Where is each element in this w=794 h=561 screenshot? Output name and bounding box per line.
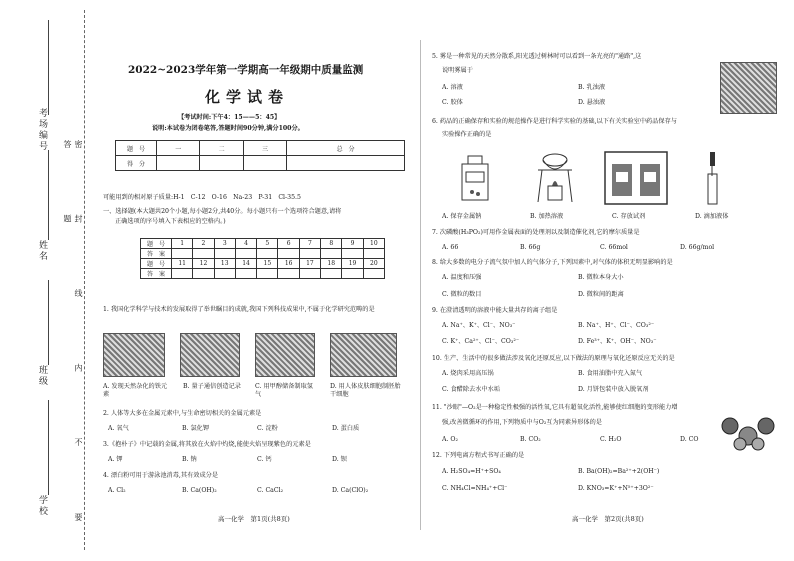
q7-option-d[interactable]: D. 66g/mol — [680, 244, 715, 251]
class-label: 班级 — [37, 365, 47, 387]
dropper-tube-icon — [708, 152, 717, 204]
question-6-line2: 实验操作正确的是 — [442, 131, 492, 138]
question-number: 1 — [172, 239, 193, 249]
question-number: 9 — [342, 239, 363, 249]
q3-option-c[interactable]: C. 钙 — [257, 456, 272, 463]
answer-cell[interactable] — [299, 249, 320, 259]
q1-photo-c — [255, 333, 315, 377]
question-12: 12. 下列电离方程式书写正确的是 — [432, 452, 525, 459]
answer-cell[interactable] — [321, 249, 342, 259]
exam-number-label: 考场编号 — [37, 108, 47, 152]
answer-row-label: 题 号 — [141, 259, 172, 269]
answer-cell[interactable] — [235, 269, 256, 279]
answer-table — [140, 238, 385, 279]
question-number: 10 — [363, 239, 384, 249]
q3-option-a[interactable]: A. 钾 — [108, 456, 123, 463]
question-10: 10. 生产、生活中的很多做法涉及氧化还原反应,以下做法的原理与氧化还原反应无关的是 — [432, 355, 675, 362]
q5-option-a[interactable]: A. 溶液 — [442, 84, 463, 91]
answer-cell[interactable] — [342, 269, 363, 279]
q1-option-b[interactable]: B. 量子通信创造记录 — [183, 383, 241, 390]
exam-time: 【考试时间:下午4：15——5：45】 — [178, 114, 281, 121]
q8-option-a[interactable]: A. 温度和压强 — [442, 274, 482, 281]
answer-cell[interactable] — [214, 249, 235, 259]
atomic-masses: 可能用到的相对原子质量:H-1 C-12 O-16 Na-23 P-31 Cl-35.5 — [103, 194, 301, 201]
page-divider — [420, 40, 421, 530]
answer-row-label: 答 案 — [141, 249, 172, 259]
subject-title: 化学试卷 — [205, 88, 290, 106]
question-4: 4. 漂白粉可用于游泳池消毒,其有效成分是 — [103, 472, 219, 479]
q12-option-d[interactable]: D. KNO₃=K⁺+N⁵⁺+3O²⁻ — [578, 485, 654, 492]
binding-line — [48, 400, 49, 495]
q12-option-b[interactable]: B. Ba(OH)₂=Ba²⁺+2(OH⁻) — [578, 468, 660, 475]
score-header: 总 分 — [287, 141, 405, 156]
score-header: 一 — [157, 141, 200, 156]
q10-option-a[interactable]: A. 烧肉采用高压锅 — [442, 370, 494, 377]
answer-cell[interactable] — [214, 269, 235, 279]
q6-option-c[interactable]: C. 存放试剂 — [612, 213, 646, 220]
question-number: 14 — [235, 259, 256, 269]
answer-row-label: 题 号 — [141, 239, 172, 249]
q3-option-b[interactable]: B. 钠 — [182, 456, 197, 463]
answer-cell[interactable] — [172, 249, 193, 259]
question-number: 17 — [299, 259, 320, 269]
exam-title: 2022~2023学年第一学期高一年级期中质量监测 — [128, 64, 364, 76]
question-11: 11. "沙眼"—O₂是一种稳定性极强的活性氧,它具有超氧化活性,能够使红细胞的变形能力增 — [432, 404, 678, 411]
q12-option-c[interactable]: C. NH₄Cl=NH₄⁺+Cl⁻ — [442, 485, 508, 492]
answer-cell[interactable] — [342, 249, 363, 259]
question-number: 5 — [257, 239, 278, 249]
question-number: 16 — [278, 259, 299, 269]
score-cell[interactable] — [243, 156, 286, 171]
answer-cell[interactable] — [278, 249, 299, 259]
exam-note: 说明:本试卷为闭卷笔答,答题时间90分钟,满分100分。 — [152, 125, 304, 132]
page-footer-left: 高一化学 第1页(共8页) — [218, 515, 290, 523]
question-number: 2 — [193, 239, 214, 249]
section1-line2: 正确选项的序号填入下表相应的空格内。) — [115, 218, 226, 225]
binding-line — [48, 150, 49, 240]
score-header: 三 — [243, 141, 286, 156]
question-6: 6. 药品的正确保存和实验的规范操作是进行科学实验的基础,以下有关实验室中药品保存与 — [432, 118, 677, 125]
q11-option-a[interactable]: A. O₂ — [442, 436, 458, 443]
q4-option-a[interactable]: A. Cl₂ — [108, 487, 126, 494]
q8-option-c[interactable]: C. 微粒的数目 — [442, 291, 482, 298]
burner-heating-icon — [538, 154, 572, 202]
kerosene-bottle-icon — [462, 156, 488, 200]
question-number: 18 — [321, 259, 342, 269]
question-11-line2: 强,改善微循环的作用,下列物质中与O₂互为同素异形体的是 — [442, 419, 602, 426]
question-number: 6 — [278, 239, 299, 249]
q9-option-a[interactable]: A. Na⁺、K⁺、Cl⁻、NO₃⁻ — [442, 322, 516, 329]
q3-option-d[interactable]: D. 钡 — [332, 456, 347, 463]
question-1: 1. 我国化学科学与技术的发展取得了举世瞩目的成就,我国下列科技成果中,不属于化学研究范畴的是 — [103, 306, 375, 313]
q2-option-a[interactable]: A. 氧气 — [108, 425, 129, 432]
question-number: 12 — [193, 259, 214, 269]
o3-molecule-model — [718, 414, 778, 454]
score-cell[interactable] — [200, 156, 243, 171]
school-label: 学校 — [37, 495, 47, 517]
q1-option-a[interactable]: A. 发现天然杂化的铁元素 — [103, 383, 168, 398]
q6-option-d[interactable]: D. 滴加液体 — [695, 213, 729, 220]
q2-option-d[interactable]: D. 蛋白质 — [332, 425, 360, 432]
question-number: 4 — [235, 239, 256, 249]
q11-option-c[interactable]: C. H₂O — [600, 436, 622, 443]
q4-option-d[interactable]: D. Ca(ClO)₂ — [332, 487, 369, 494]
q7-option-b[interactable]: B. 66g — [520, 244, 541, 251]
fold-line — [84, 10, 85, 550]
q5-photo — [720, 62, 777, 114]
score-cell[interactable] — [157, 156, 200, 171]
score-cell[interactable] — [287, 156, 405, 171]
q6-apparatus-figure — [450, 150, 750, 208]
answer-cell[interactable] — [363, 249, 384, 259]
question-5-line2: 说明雾属于 — [442, 67, 473, 74]
answer-row-label: 答 案 — [141, 269, 172, 279]
q6-option-b[interactable]: B. 加热溶液 — [530, 213, 564, 220]
q4-option-c[interactable]: C. CaCl₂ — [257, 487, 284, 494]
q5-option-c[interactable]: C. 胶体 — [442, 99, 463, 106]
answer-cell[interactable] — [321, 269, 342, 279]
question-7: 7. 次磷酸(H₃PO₂)可用作金属表面的处理剂以及制造催化剂,它的摩尔质量是 — [432, 229, 640, 236]
q1-photo-d — [330, 333, 397, 377]
score-row-label: 得 分 — [116, 156, 157, 171]
q10-option-d[interactable]: D. 月饼包装中放入脱氧剂 — [578, 386, 649, 393]
q1-option-d[interactable]: D. 用人体皮肤细胞制胚胎干细胞 — [330, 383, 401, 398]
q7-option-c[interactable]: C. 66mol — [600, 244, 628, 251]
answer-cell[interactable] — [257, 249, 278, 259]
q11-option-b[interactable]: B. CO₂ — [520, 436, 541, 443]
answer-cell[interactable] — [235, 249, 256, 259]
question-number: 13 — [214, 259, 235, 269]
q9-option-c[interactable]: C. K⁺、Ca²⁺、Cl⁻、CO₃²⁻ — [442, 338, 520, 345]
answer-cell[interactable] — [193, 269, 214, 279]
answer-cell[interactable] — [193, 249, 214, 259]
question-number: 19 — [342, 259, 363, 269]
q9-option-b[interactable]: B. Na⁺、H⁺、Cl⁻、CO₃²⁻ — [578, 322, 655, 329]
question-5: 5. 雾是一种常见的天然分散系,阳光透过树林时可以看到一条光亮的"通路",这 — [432, 53, 642, 60]
binding-line — [48, 20, 49, 115]
section1-line1: 一、选择题(本大题共20个小题,每小题2分,共40分。每小题只有一个选项符合题意,请将 — [103, 208, 342, 215]
q7-option-a[interactable]: A. 66 — [442, 244, 459, 251]
q8-option-b[interactable]: B. 微粒本身大小 — [578, 274, 624, 281]
q4-option-b[interactable]: B. Ca(OH)₂ — [182, 487, 217, 494]
q5-option-d[interactable]: D. 悬浊液 — [578, 99, 606, 106]
question-number: 8 — [321, 239, 342, 249]
question-number: 7 — [299, 239, 320, 249]
score-header: 题 号 — [116, 141, 157, 156]
page-footer-right: 高一化学 第2页(共8页) — [572, 515, 644, 523]
question-8: 8. 给大多数的电分子流气氛中加人的气体分子,下列因素中,对气体的体积无明显影响的是 — [432, 259, 673, 266]
q2-option-c[interactable]: C. 淀粉 — [257, 425, 278, 432]
question-9: 9. 在澄清透明的溶液中能大量共存的离子组是 — [432, 307, 558, 314]
question-3: 3.《抱朴子》中记载的金属,将其放在火焰中灼烧,能使火焰呈现紫色的元素是 — [103, 441, 311, 448]
q1-photo-a — [103, 333, 165, 377]
q10-option-c[interactable]: C. 食醋除去水中水垢 — [442, 386, 500, 393]
q8-option-d[interactable]: D. 微粒间的距离 — [578, 291, 624, 298]
q11-option-d[interactable]: D. CO — [680, 436, 699, 443]
question-number: 20 — [363, 259, 384, 269]
question-number: 3 — [214, 239, 235, 249]
answer-cell[interactable] — [278, 269, 299, 279]
q2-option-b[interactable]: B. 氯化钾 — [182, 425, 210, 432]
answer-cell[interactable] — [172, 269, 193, 279]
fold-line-text: 密 封 线 内 不 要 答 题 — [63, 140, 83, 553]
reagent-shelf-icon — [605, 152, 667, 204]
question-number: 11 — [172, 259, 193, 269]
score-header: 二 — [200, 141, 243, 156]
answer-cell[interactable] — [363, 269, 384, 279]
answer-cell[interactable] — [299, 269, 320, 279]
question-2: 2. 人体等大多在金属元素中,与生命密切相关的金属元素是 — [103, 410, 262, 417]
name-label: 姓名 — [37, 240, 47, 262]
q5-option-b[interactable]: B. 乳浊液 — [578, 84, 606, 91]
q1-photo-b — [180, 333, 240, 377]
binding-line — [48, 280, 49, 365]
q10-option-b[interactable]: B. 食用油脂中充入氮气 — [578, 370, 643, 377]
q9-option-d[interactable]: D. Fe³⁺、K⁺、OH⁻、NO₃⁻ — [578, 338, 657, 345]
q6-option-a[interactable]: A. 保存金属钠 — [442, 213, 482, 220]
question-number: 15 — [257, 259, 278, 269]
score-table — [115, 140, 405, 171]
answer-cell[interactable] — [257, 269, 278, 279]
q12-option-a[interactable]: A. H₂SO₄=H⁺+SO₄ — [442, 468, 501, 475]
q1-option-c[interactable]: C. 用甲醇储备制取氢气 — [255, 383, 313, 398]
